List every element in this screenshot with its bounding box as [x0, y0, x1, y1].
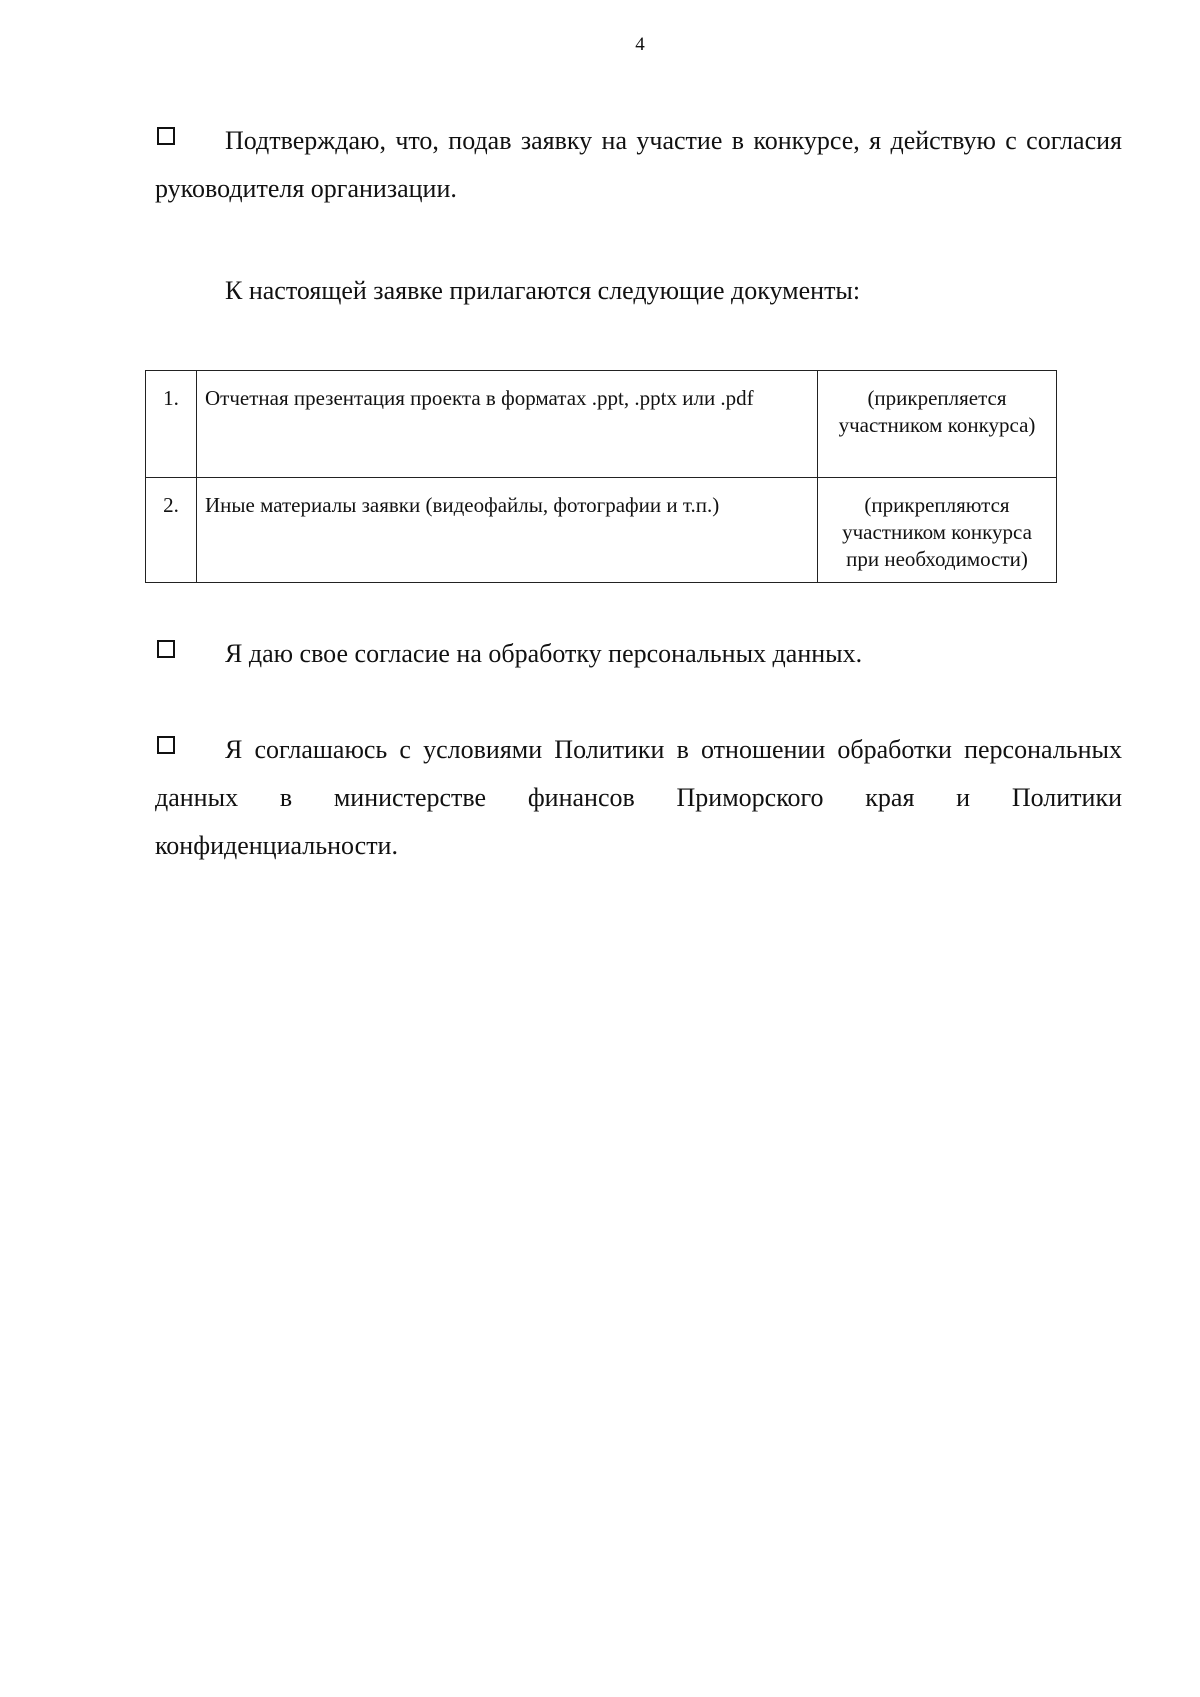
document-note: (прикрепляется участником конкурса) [818, 371, 1057, 478]
documents-table [145, 370, 1057, 583]
personal-data-consent-text: Я даю свое согласие на обработку персональных данных. [225, 639, 863, 668]
confirm-consent-text: Подтверждаю, что, подав заявку на участие в конкурсе, я действую с согласия руководителя организации. [155, 126, 1122, 203]
document-number: 2. [146, 478, 197, 583]
page-number: 4 [635, 34, 645, 55]
document-note: (прикрепляются участником конкурса при необходимости) [818, 478, 1057, 583]
document-number: 1. [146, 371, 197, 478]
table-row [146, 478, 1057, 583]
policy-agreement-text: Я соглашаюсь с условиями Политики в отношении обработки персональных данных в министерстве финансов Приморского края и Политики конфиденциальности. [155, 735, 1122, 860]
table-row [146, 371, 1057, 478]
document-description: Отчетная презентация проекта в форматах .ppt, .pptx или .pdf [197, 371, 818, 478]
documents-intro: К настоящей заявке прилагаются следующие документы: [225, 276, 861, 305]
document-description: Иные материалы заявки (видеофайлы, фотографии и т.п.) [197, 478, 818, 583]
